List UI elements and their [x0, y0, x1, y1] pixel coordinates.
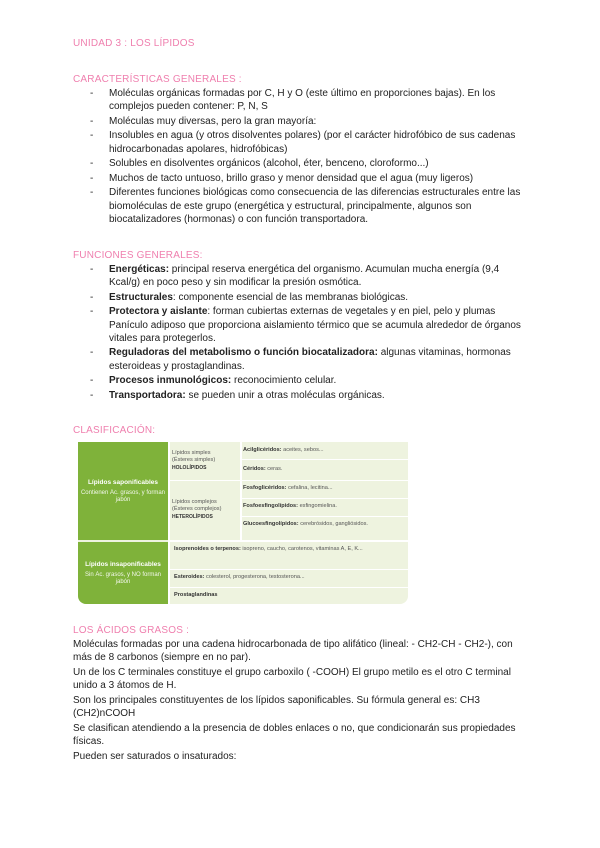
item-term: Procesos inmunológicos: [109, 375, 232, 387]
simples-line2: (Ésteres simples) [172, 457, 216, 463]
table-row [243, 485, 398, 492]
row-name: Fosfoesfingolípidos: [243, 503, 299, 509]
row-desc: colesterol, progesterona, testosterona... [204, 574, 305, 580]
item-text: : componente esencial de las membranas biológicas. [172, 291, 409, 303]
item-text: principal reserva energética del organismo. Acumulan mucha energía (9,4 Kcal/g) en poco peso y sin modificar la presión osmótica. [109, 264, 500, 289]
row-name: Esteroides: [174, 574, 205, 580]
simples-line1: Lípidos simples [172, 450, 211, 456]
paragraph: Un de los C terminales constituye el grupo carboxilo ( -COOH) El grupo metilo es el otro C terminal unido a 3 átomos de H. [73, 666, 511, 692]
divider [170, 587, 408, 588]
item-term: Estructurales [109, 291, 173, 303]
row-desc: isopreno, caucho, carotenos, vitaminas A, E, K... [240, 546, 363, 552]
divider [242, 480, 408, 481]
paragraph: Pueden ser saturados o insaturados: [73, 750, 237, 762]
acidos-heading: LOS ÁCIDOS GRASOS : [73, 625, 190, 636]
table-row [243, 466, 398, 473]
row-desc: aceites, sebos... [281, 447, 324, 453]
complejos-line2: (Ésteres complejos) [172, 506, 222, 512]
item-term: Reguladoras del metabolismo o función biocatalizadora: [109, 347, 378, 359]
table-row [243, 503, 398, 510]
insaponificables-sub: Sin Ác. grasos, y NO forman jabón [84, 571, 162, 585]
document-title: UNIDAD 3 : LOS LÍPIDOS [73, 38, 195, 49]
divider [242, 516, 408, 517]
row-desc: cefalina, lecitina... [286, 485, 333, 491]
saponificables-sub: Contienen Ác. grasos, y forman jabón [80, 489, 166, 503]
divider [242, 459, 408, 460]
row-desc: cerebrósidos, gangliósidos. [298, 521, 368, 527]
saponificables-title: Lípidos saponificables [87, 478, 159, 486]
paragraph: Se clasifican atendiendo a la presencia de dobles enlaces o no, que condicionarán sus propiedades físicas. [73, 722, 516, 747]
item-text: algunas vitaminas, hormonas esteroideas y prostaglandinas. [109, 347, 511, 372]
funciones-heading: FUNCIONES GENERALES: [73, 250, 203, 261]
simples-tag: HOLOLÍPIDOS [172, 465, 207, 471]
table-row [243, 521, 398, 528]
complejos-cell [172, 499, 242, 521]
row-name: Fosfoglicéridos: [243, 485, 287, 491]
clasificacion-heading: CLASIFICACIÓN: [73, 425, 156, 436]
list-item: - Diferentes funciones biológicas como consecuencia de las diferencias estructurales entre las biomoléculas de este grupo (energética y estructural, principalmente, algunos son biocatalizadores (hormonas) o con función transportadora. [73, 186, 533, 226]
caracteristicas-heading: CARACTERÍSTICAS GENERALES : [73, 74, 242, 85]
row-desc: esfingomielina. [298, 503, 337, 509]
list-item [73, 305, 533, 345]
item-text: : forman cubiertas externas de vegetales y en piel, pelo y plumas Panículo adiposo que proporciona aislamiento térmico que se acumula alrededor de órganos vitales para protegerlos. [109, 306, 521, 344]
insaponificables-cell [78, 542, 168, 604]
item-term: Energéticas: [109, 264, 170, 275]
list-item: - Insolubles en agua (y otros disolventes polares) (por el carácter hidrofóbico de sus cadenas hidrocarbonadas apolares, hidrofóbicas) [73, 129, 533, 155]
row-name: Glucoesfingolípidos: [243, 521, 299, 527]
simples-cell [172, 450, 242, 472]
table-row [174, 574, 404, 581]
divider [168, 540, 408, 542]
list-item: - Solubles en disolventes orgánicos (alcohol, éter, benceno, cloroformo...) [73, 157, 533, 170]
paragraph: Moléculas formadas por una cadena hidrocarbonada de tipo alifático (lineal: - CH2-CH - CH2-), con más de 8 carbonos (siempre en no par). [73, 639, 513, 664]
table-row [174, 546, 404, 553]
divider [240, 442, 242, 540]
saponificables-cell [78, 442, 168, 540]
item-term: Transportadora: [109, 389, 186, 401]
complejos-line1: Lípidos complejos [172, 499, 217, 505]
divider [168, 442, 170, 604]
divider [170, 569, 408, 570]
divider [242, 498, 408, 499]
list-item: - Muchos de tacto untuoso, brillo graso y menor densidad que el agua (muy ligeros) [73, 172, 533, 185]
item-text: se pueden unir a otras moléculas orgánicas. [185, 389, 385, 401]
row-name: Prostaglandinas [174, 592, 218, 598]
table-row [174, 592, 404, 599]
row-name: Céridos: [243, 466, 266, 472]
classification-table [78, 442, 408, 604]
insaponificables-title: Lípidos insaponificables [85, 560, 161, 568]
table-row [243, 447, 398, 454]
item-text: reconocimiento celular. [231, 375, 337, 387]
row-name: Acilglicéridos: [243, 447, 282, 453]
funciones-list [73, 263, 533, 403]
list-item [73, 263, 533, 289]
list-item [73, 346, 533, 372]
paragraph: Son los principales constituyentes de los lípidos saponificables. Su fórmula general es: CH3 (CH2)nCOOH [73, 694, 480, 720]
list-item [73, 374, 533, 387]
caracteristicas-list [73, 87, 533, 227]
item-term: Protectora y aislante [109, 306, 208, 318]
list-item [73, 291, 533, 304]
list-item [73, 389, 533, 402]
acidos-body [73, 638, 533, 764]
divider [168, 480, 240, 481]
list-item: - Moléculas orgánicas formadas por C, H y O (este último en proporciones bajas). En los complejos pueden contener: P, N, S [73, 87, 533, 113]
complejos-tag: HETEROLÍPIDOS [172, 514, 213, 520]
list-item: - Moléculas muy diversas, pero la gran mayoría: [73, 115, 533, 128]
row-name: Isoprenoides o terpenos: [174, 546, 241, 552]
row-desc: ceras. [265, 466, 283, 472]
